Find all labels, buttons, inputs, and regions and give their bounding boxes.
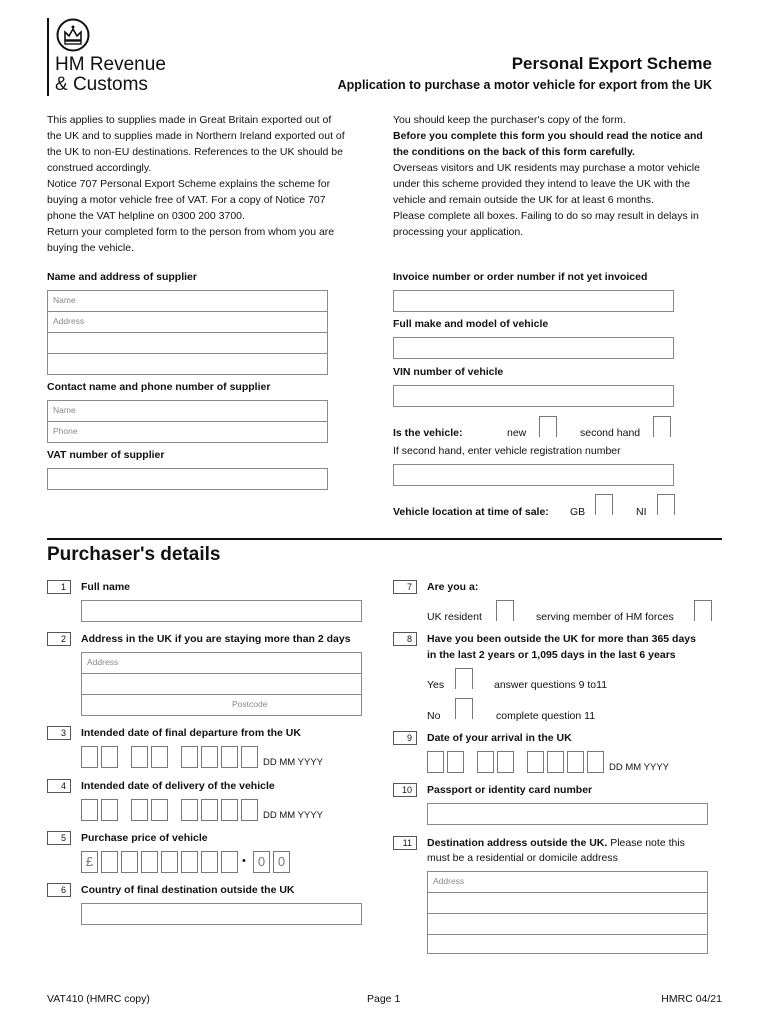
intro-right — [393, 112, 728, 240]
vin-field[interactable] — [393, 385, 674, 407]
date-format-hint: DD MM YYYY — [263, 757, 324, 768]
price-digit[interactable] — [161, 851, 178, 873]
placeholder: Name — [53, 405, 76, 415]
q10-number: 10 — [393, 783, 417, 797]
price-digit[interactable] — [181, 851, 198, 873]
q7-label: Are you a: — [427, 581, 479, 593]
uk-address-field-1[interactable] — [81, 652, 362, 674]
date-digit[interactable] — [221, 799, 238, 821]
currency-symbol: £ — [85, 854, 94, 869]
q9-label: Date of your arrival in the UK — [427, 732, 572, 744]
price-digit[interactable] — [141, 851, 158, 873]
q5-number: 5 — [47, 831, 71, 845]
pence-digit[interactable] — [253, 851, 270, 873]
date-digit[interactable] — [201, 799, 218, 821]
supplier-vat-label: VAT number of supplier — [47, 449, 165, 461]
date-digit[interactable] — [221, 746, 238, 768]
section-divider — [47, 538, 722, 540]
q7-number: 7 — [393, 580, 417, 594]
placeholder: Name — [53, 295, 76, 305]
intro-line: Overseas visitors and UK residents may purchase a motor vehicle — [393, 162, 700, 174]
q8-label-line1: Have you been outside the UK for more than 365 days — [427, 633, 696, 645]
currency-box — [81, 851, 98, 873]
date-digit[interactable] — [567, 751, 584, 773]
second-hand-label: second hand — [580, 427, 641, 439]
destination-address-field-4[interactable] — [427, 934, 708, 954]
date-digit[interactable] — [131, 746, 148, 768]
intro-line: processing your application. — [393, 226, 524, 238]
q11-label-line1 — [427, 837, 685, 849]
price-digit[interactable] — [121, 851, 138, 873]
footer-form-ref: VAT410 (HMRC copy) — [47, 993, 150, 1005]
vehicle-location-label: Vehicle location at time of sale: — [393, 506, 549, 518]
supplier-name-address-label: Name and address of supplier — [47, 271, 197, 283]
date-digit[interactable] — [547, 751, 564, 773]
uk-address-field-2[interactable] — [81, 673, 362, 695]
price-digit[interactable] — [101, 851, 118, 873]
q8-label-line2: in the last 2 years or 1,095 days in the last 6 years — [427, 649, 676, 661]
date-digit[interactable] — [151, 746, 168, 768]
date-digit[interactable] — [241, 746, 258, 768]
destination-address-field-2[interactable] — [427, 892, 708, 914]
second-hand-checkbox[interactable] — [653, 416, 671, 437]
date-digit[interactable] — [477, 751, 494, 773]
is-vehicle-label: Is the vehicle: — [393, 427, 463, 439]
org-name-line1: HM Revenue — [55, 54, 166, 75]
gb-label: GB — [570, 506, 586, 518]
date-format-hint: DD MM YYYY — [609, 762, 670, 773]
ni-label: NI — [636, 506, 647, 518]
supplier-vat-field[interactable] — [47, 468, 328, 490]
placeholder: Address — [87, 657, 119, 667]
q2-number: 2 — [47, 632, 71, 646]
intro-line: You should keep the purchaser's copy of the form. — [393, 114, 626, 126]
org-name-line2: & Customs — [55, 74, 148, 95]
supplier-address-field-2[interactable] — [47, 332, 328, 354]
footer-version: HMRC 04/21 — [661, 993, 722, 1005]
placeholder: Address — [53, 316, 85, 326]
intro-line: under this scheme provided they intend to leave the UK with the — [393, 178, 691, 190]
date-digit[interactable] — [101, 799, 118, 821]
intro-left — [47, 112, 382, 256]
pence-digit[interactable] — [273, 851, 290, 873]
supplier-address-field-3[interactable] — [47, 353, 328, 375]
invoice-label: Invoice number or order number if not yet invoiced — [393, 271, 648, 283]
q1-label: Full name — [81, 581, 131, 593]
q6-label: Country of final destination outside the UK — [81, 884, 295, 896]
full-name-field[interactable] — [81, 600, 362, 622]
date-digit[interactable] — [131, 799, 148, 821]
q4-label: Intended date of delivery of the vehicle — [81, 780, 275, 792]
placeholder: Postcode — [232, 699, 268, 709]
q6-number: 6 — [47, 883, 71, 897]
crown-crest-icon — [56, 18, 90, 52]
q4-number: 4 — [47, 779, 71, 793]
yes-checkbox[interactable] — [455, 668, 473, 689]
date-digit[interactable] — [241, 799, 258, 821]
date-digit[interactable] — [447, 751, 464, 773]
supplier-name-field[interactable] — [47, 290, 328, 312]
no-note: complete question 11 — [496, 710, 596, 722]
make-model-field[interactable] — [393, 337, 674, 359]
date-digit[interactable] — [81, 799, 98, 821]
registration-field[interactable] — [393, 464, 674, 486]
placeholder: Phone — [53, 426, 78, 436]
purchaser-section-title: Purchaser's details — [47, 544, 221, 565]
invoice-field[interactable] — [393, 290, 674, 312]
new-label: new — [507, 427, 527, 439]
date-digit[interactable] — [587, 751, 604, 773]
destination-country-field[interactable] — [81, 903, 362, 925]
intro-line: Return your completed form to the person from whom you are — [47, 226, 335, 238]
intro-line: Please complete all boxes. Failing to do so may result in delays in — [393, 210, 699, 222]
q11-number: 11 — [393, 836, 417, 850]
date-digit[interactable] — [81, 746, 98, 768]
q3-number: 3 — [47, 726, 71, 740]
intro-line: Notice 707 Personal Export Scheme explains the scheme for — [47, 178, 331, 190]
ni-checkbox[interactable] — [657, 494, 675, 515]
intro-line: vehicle and remain outside the UK for at least 6 months. — [393, 194, 654, 206]
date-digit[interactable] — [101, 746, 118, 768]
date-digit[interactable] — [201, 746, 218, 768]
gb-checkbox[interactable] — [595, 494, 613, 515]
placeholder: Address — [433, 876, 465, 886]
decimal-point: • — [242, 855, 246, 867]
uk-resident-label: UK resident — [427, 611, 482, 623]
q3-label: Intended date of final departure from the UK — [81, 727, 301, 739]
q5-label: Purchase price of vehicle — [81, 832, 208, 844]
pence-value: 0 — [257, 854, 266, 869]
intro-line: phone the VAT helpline on 0300 200 3700. — [47, 210, 245, 222]
form-subtitle: Application to purchase a motor vehicle for export from the UK — [337, 78, 712, 92]
price-digit[interactable] — [201, 851, 218, 873]
date-digit[interactable] — [527, 751, 544, 773]
destination-address-field-3[interactable] — [427, 913, 708, 935]
no-checkbox[interactable] — [455, 698, 473, 719]
uk-postcode-field[interactable] — [81, 694, 362, 716]
date-digit[interactable] — [427, 751, 444, 773]
make-model-label: Full make and model of vehicle — [393, 318, 549, 330]
new-checkbox[interactable] — [539, 416, 557, 437]
vin-label: VIN number of vehicle — [393, 366, 504, 378]
intro-line: the UK to non-EU destinations. References to the UK should be — [47, 146, 343, 158]
q9-number: 9 — [393, 731, 417, 745]
intro-line: Before you complete this form you should read the notice and — [393, 130, 703, 142]
supplier-contact-name-field[interactable] — [47, 400, 328, 422]
date-digit[interactable] — [151, 799, 168, 821]
supplier-contact-phone-field[interactable] — [47, 421, 328, 443]
q11-label-bold: Destination address outside the UK. — [427, 837, 608, 849]
q2-label: Address in the UK if you are staying more than 2 days — [81, 633, 351, 645]
form-title: Personal Export Scheme — [511, 54, 712, 73]
serving-member-checkbox[interactable] — [694, 600, 712, 621]
intro-line: buying a motor vehicle free of VAT. For a copy of Notice 707 — [47, 194, 326, 206]
no-label: No — [427, 710, 441, 722]
date-digit[interactable] — [181, 799, 198, 821]
date-digit[interactable] — [181, 746, 198, 768]
q1-number: 1 — [47, 580, 71, 594]
registration-label: If second hand, enter vehicle registration number — [393, 445, 621, 457]
supplier-address-field-1[interactable] — [47, 311, 328, 333]
pence-value: 0 — [277, 854, 286, 869]
serving-member-label: serving member of HM forces — [536, 611, 674, 623]
q8-number: 8 — [393, 632, 417, 646]
yes-note: answer questions 9 to11 — [494, 679, 608, 691]
intro-line: the conditions on the back of this form carefully. — [393, 146, 635, 158]
intro-line: This applies to supplies made in Great Britain exported out of — [47, 114, 332, 126]
intro-line: buying the vehicle. — [47, 242, 134, 254]
yes-label: Yes — [427, 679, 445, 691]
footer-page-number: Page 1 — [367, 993, 401, 1005]
passport-number-field[interactable] — [427, 803, 708, 825]
q11-label-rest: Please note this — [607, 837, 685, 849]
q11-label-line2: must be a residential or domicile address — [427, 852, 618, 864]
q10-label: Passport or identity card number — [427, 784, 593, 796]
brand-bar — [47, 18, 49, 96]
date-format-hint: DD MM YYYY — [263, 810, 324, 821]
price-digit[interactable] — [221, 851, 238, 873]
intro-line: the UK and to supplies made in Northern Ireland exported out of — [47, 130, 345, 142]
destination-address-field-1[interactable] — [427, 871, 708, 893]
intro-line: construed accordingly. — [47, 162, 152, 174]
uk-resident-checkbox[interactable] — [496, 600, 514, 621]
supplier-contact-label: Contact name and phone number of supplier — [47, 381, 271, 393]
date-digit[interactable] — [497, 751, 514, 773]
